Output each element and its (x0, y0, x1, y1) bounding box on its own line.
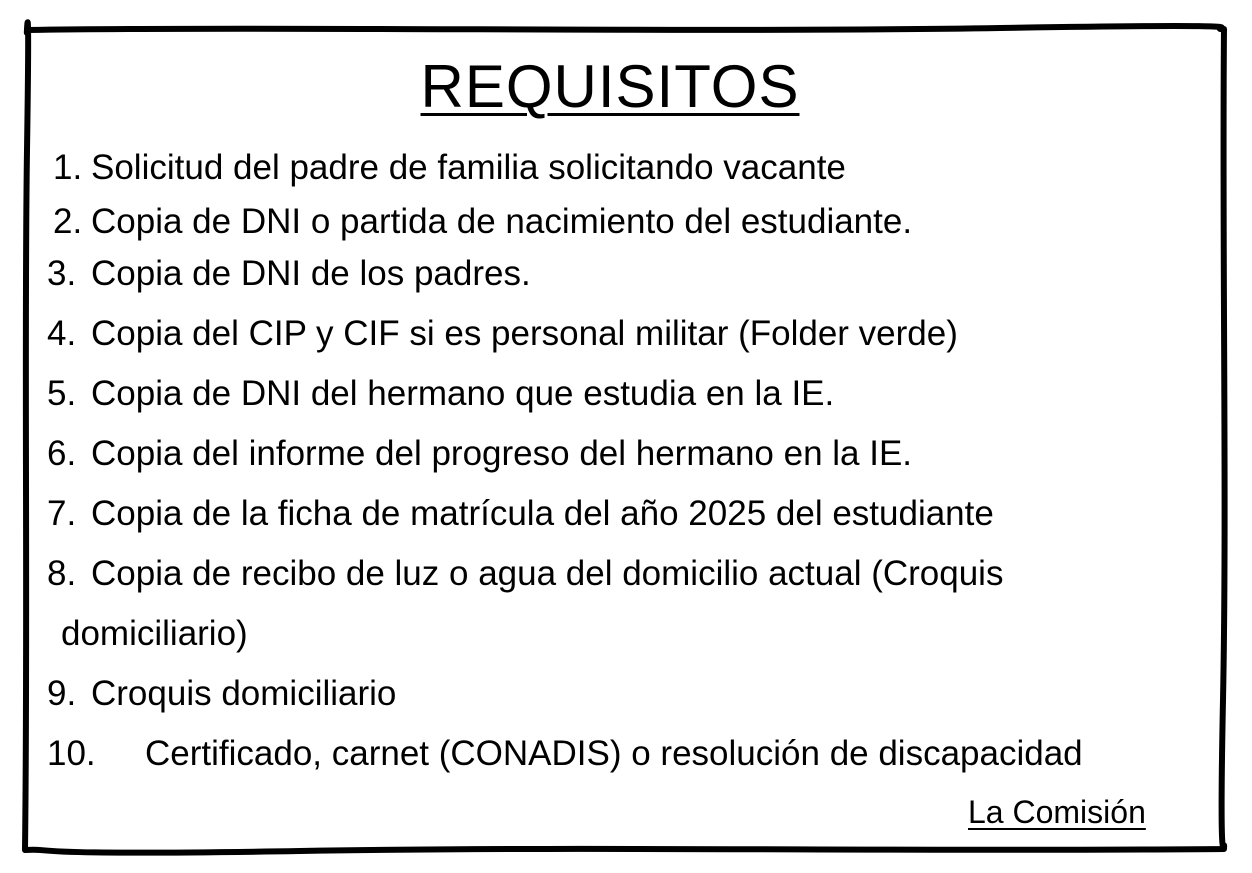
item-text: Solicitud del padre de familia solicitando vacante (91, 148, 846, 187)
item-number: 4. (47, 314, 77, 353)
requirement-item-8-continuation (61, 612, 248, 656)
item-text: Copia de la ficha de matrícula del año 2025 del estudiante (91, 494, 994, 533)
item-text: Copia de DNI del hermano que estudia en la IE. (91, 374, 835, 413)
requirement-item-5 (47, 372, 834, 416)
requirement-item-4 (47, 312, 958, 356)
item-text-continuation: domiciliario) (61, 614, 248, 653)
item-text: Copia de DNI o partida de nacimiento del estudiante. (91, 202, 913, 241)
title-text: REQUISITOS (420, 53, 800, 120)
requirement-item-9 (47, 672, 396, 716)
item-text: Copia del informe del progreso del hermano en la IE. (91, 434, 913, 473)
requirement-item-3 (47, 252, 531, 296)
requirement-item-7 (47, 492, 994, 536)
item-text: Copia de recibo de luz o agua del domicilio actual (Croquis (91, 554, 1004, 593)
item-number: 1. (53, 148, 83, 187)
requirement-item-2 (53, 200, 912, 244)
document-title (0, 52, 1220, 122)
requirement-item-8 (47, 552, 1003, 596)
item-number: 5. (47, 374, 77, 413)
requirement-item-6 (47, 432, 912, 476)
item-number: 3. (47, 254, 77, 293)
item-text: Copia de DNI de los padres. (91, 254, 531, 293)
item-number: 6. (47, 434, 77, 473)
item-number: 10. (47, 734, 96, 773)
requirement-item-10 (47, 732, 1083, 776)
item-text: Certificado, carnet (CONADIS) o resolución de discapacidad (145, 734, 1083, 773)
item-number: 2. (53, 202, 83, 241)
item-number: 7. (47, 494, 77, 533)
item-text: Copia del CIP y CIF si es personal militar (Folder verde) (91, 314, 958, 353)
signature: La Comisión (968, 794, 1146, 830)
item-text: Croquis domiciliario (91, 674, 397, 713)
requirement-item-1 (53, 146, 846, 190)
item-number: 8. (47, 554, 77, 593)
item-number: 9. (47, 674, 77, 713)
